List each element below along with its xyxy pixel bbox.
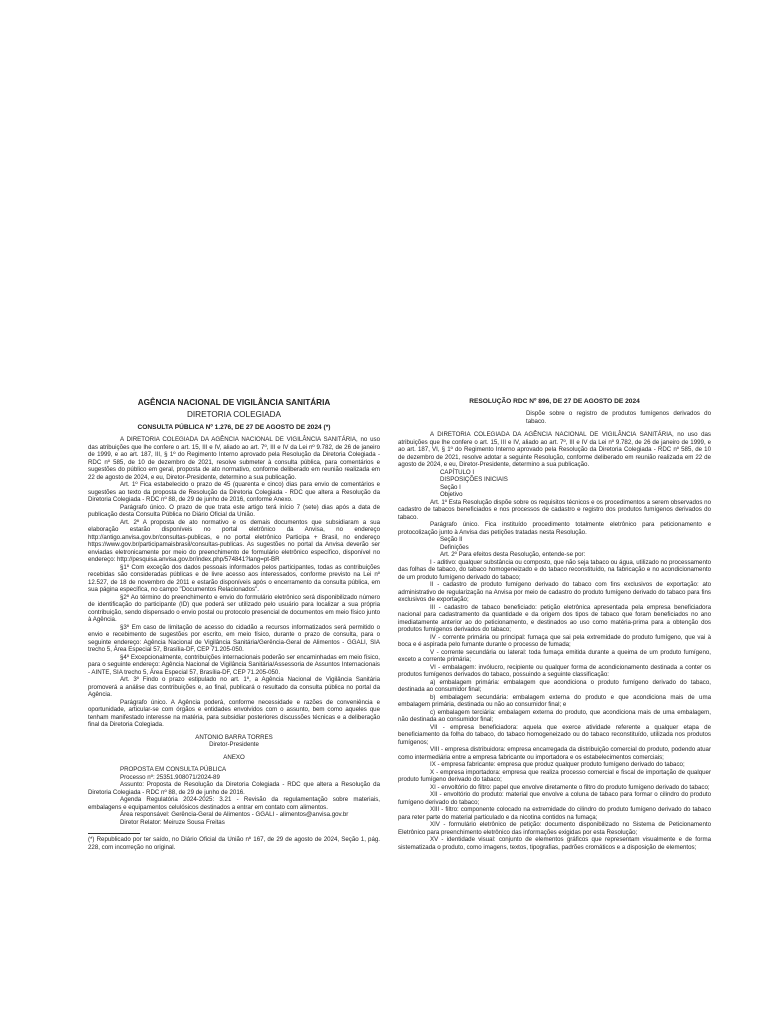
proposal-title: PROPOSTA EM CONSULTA PÚBLICA [120,766,227,773]
article-2-par-2: §2º Ao término do preenchimento e envio do formulário eletrônico será disponibilizado número de identificação do participante (ID) que poderá ser utilizado pelo usuário para localizar a sua própria contribuição, sendo dispensado o envio postal ou protocolo presencial de documentos em meio físico junto à Agência. [88,593,380,623]
article-2-par-1: §1º Com exceção dos dados pessoais informados pelos participantes, todas as contribuições recebidas são consideradas públicas e de livre acesso aos interessados, conforme previsto na Lei nº 12.527, de 18 de novembro de 2011 e estarão disponíveis após o encerramento da consulta pública, em sua página específica, no campo "Documentos Relacionados". [88,563,380,593]
board-heading: DIRETORIA COLEGIADA [186,410,282,419]
definition-vi-c: c) embalagem terciária: embalagem externa do produto, que acondiciona mais de uma embalagem, não destinada ao consumidor final; [398,708,711,723]
footnote-divider [88,833,140,834]
definition-viii: VIII - empresa distribuidora: empresa encarregada da distribuição comercial do produto, podendo atuar como intermediária entre a empresa fabricante ou importadora e os estabelecimentos comerciais; [398,746,711,761]
definition-x: X - empresa importadora: empresa que realiza processo comercial e fiscal de importação de qualquer produto fumígeno derivado do tabaco; [398,768,711,783]
footnote: (*) Republicado por ter saído, no Diário Oficial da União nº 167, de 29 de agosto de 2024, Seção 1, pág. 228, com incorreção no original. [88,836,380,851]
consulta-title: CONSULTA PÚBLICA Nº 1.276, DE 27 DE AGOSTO DE 2024 (*) [137,424,331,431]
definition-xv: XV - identidade visual: conjunto de elementos gráficos que representam visualmente e de forma sistematizada o produto, como imagens, textos, tipografias, padrões cromáticos e a disposição de elementos; [398,836,711,851]
agenda-regulatoria: Agenda Regulatória 2024-2025: 3.21 - Revisão da regulamentação sobre materiais, embalagens e equipamentos celulósicos destinados a entrar em contato com alimentos. [88,796,380,811]
section-2-name: Definições [440,543,469,551]
resolucao-column [398,398,711,851]
definition-vii: VII - empresa beneficiadora: aquela que exerce atividade referente a qualquer etapa de beneficiamento da folha do tabaco, do tabaco homogeneizado ou do tabaco reconstituído, utilizada nos produtos fumígenos; [398,723,711,746]
article-3-paragraph: Parágrafo único. A Agência poderá, conforme necessidade e razões de conveniência e oportunidade, articular-se com órgãos e entidades envolvidos com o assunto, bem como aqueles que tenham manifestado interesse na matéria, para subsidiar posteriores discussões técnicas e a deliberação final da Diretoria Colegiada. [88,698,380,728]
definition-ii: II - cadastro de produto fumígeno derivado do tabaco com fins exclusivos de exportação: ato administrativo de regularização na Anvisa por meio de cadastro do produto fumígeno derivado do tabaco para fins exclusivos de exportação; [398,581,711,603]
processo: Processo nº: 25351.908071/2024-89 [120,773,220,781]
section-1: Seção I [440,483,461,491]
definition-vi: VI - embalagem: invólucro, recipiente ou qualquer forma de acondicionamento destinada a conter os produtos fumígenos derivados do tabaco, possuindo a seguinte classificação: [398,663,711,678]
section-2: Seção II [440,536,463,543]
preamble: A DIRETORIA COLEGIADA DA AGÊNCIA NACIONAL DE VIGILÂNCIA SANITÁRIA, no uso das atribuições que lhe confere o art. 15, III e IV, aliado ao art. 7º, III e IV da Lei nº 9.782, de 26 de janeiro de 1999, e ao art. 187, VI, § 1º do Regimento Interno aprovado pela Resolução da Diretoria Colegiada - RDC nº 585, de 10 de dezembro de 2021, resolve adotar a seguinte Resolução, conforme deliberado em reunião realizada em 22 de agosto de 2024, e eu, Diretor-Presidente, determino a sua publicação. [398,431,711,468]
article-1-paragraph: Parágrafo único. Fica instituído procedimento totalmente eletrônico para peticionamento e protocolização junto à Anvisa das petições tratadas nesta Resolução. [398,521,711,536]
definition-xiv: XIV - formulário eletrônico de petição: documento disponibilizado no Sistema de Peticionamento Eletrônico para preenchimento eletrônico das informações exigidas por esta Resolução; [398,821,711,836]
signer-name: ANTONIO BARRA TORRES [195,733,273,741]
definition-v: V - corrente secundária ou lateral: toda fumaça emitida durante a queima de um produto fumígeno, exceto a corrente primária; [398,648,711,663]
article-3: Art. 3º Findo o prazo estipulado no art. 1º, a Agência Nacional de Vigilância Sanitária promoverá a análise das contribuições e, ao final, publicará o resultado da consulta pública no portal da Agência. [88,676,380,698]
preamble: A DIRETORIA COLEGIADA DA AGÊNCIA NACIONAL DE VIGILÂNCIA SANITÁRIA, no uso das atribuições que lhe confere o art. 15, III e IV, aliado ao art. 7º, III e IV da Lei nº 9.782, de 26 de janeiro de 1999, e ao art. 187, III, § 1º do Regimento Interno aprovado pela Resolução da Diretoria Colegiada - RDC nº 585, de 10 de dezembro de 2021, resolve submeter à consulta pública, para comentários e sugestões do público em geral, proposta de ato normativo, conforme deliberado em reunião realizada em 22 de agosto de 2024, e eu, Diretor-Presidente, determino a sua publicação. [88,436,380,481]
definition-xiii: XIII - filtro: componente colocado na extremidade do cilindro do produto fumígeno derivado do tabaco para reter parte do material particulado e da nicotina contidos na fumaça; [398,806,711,821]
definition-vi-a: a) embalagem primária: embalagem que acondiciona o produto fumígeno derivado do tabaco, destinada ao consumidor final; [398,678,711,693]
definition-xi: XI - envoltório do filtro: papel que envolve diretamente o filtro do produto fumígeno derivado do tabaco; [430,783,710,791]
article-2-par-3: §3º Em caso de limitação de acesso do cidadão a recursos informatizados será permitido o envio e recebimento de sugestões por escrito, em meio físico, durante o prazo de consulta, para o seguinte endereço: Agência Nacional de Vigilância Sanitária/Gerência-Geral de Alimentos - GGALI, SIA trecho 5, Área Especial 57, Brasília-DF, CEP 71.205-050. [88,623,380,653]
article-2: Art. 2º A proposta de ato normativo e os demais documentos que subsidiaram a sua elaboração estarão disponíveis no portal eletrônico da Anvisa, no endereço http://antigo.anvisa.gov.br/consultas-publicas, e no portal eletrônico Participa + Brasil, no endereço https://www.gov.br/participamaisbrasil/consultas-publicas. As sugestões no portal da Anvisa deverão ser enviadas eletronicamente por meio do preenchimento de formulário eletrônico específico, disponível no endereço: http://pesquisa.anvisa.gov.br/index.php/574841?lang=pt-BR [88,518,380,563]
definition-iv: IV - corrente primária ou principal: fumaça que sai pela extremidade do produto fumígeno, que vai à boca e é aspirada pelo fumante durante o processo de fumada; [398,633,711,648]
agency-heading: AGÊNCIA NACIONAL DE VIGILÂNCIA SANITÁRIA [137,398,331,407]
ementa: Dispõe sobre o registro de produtos fumígenos derivados do tabaco. [526,410,711,425]
article-2: Art. 2º Para efeitos desta Resolução, entende-se por: [440,551,586,558]
article-1: Art. 1º Esta Resolução dispõe sobre os requisitos técnicos e os procedimentos a serem observados no cadastro de tabacos beneficiados e nos processos de cadastro e registro dos produtos fumígenos derivados do tabaco. [398,498,711,521]
chapter-1-name: DISPOSIÇÕES INICIAIS [440,476,508,483]
definition-i: I - aditivo: qualquer substância ou composto, que não seja tabaco ou água, utilizado no processamento das folhas de tabaco, do tabaco homogeneizado e do tabaco reconstituído, na fabricação e no acondicionamento de um produto fumígeno derivado do tabaco; [398,558,711,581]
article-1-paragraph: Parágrafo único. O prazo de que trata este artigo terá início 7 (sete) dias após a data de publicação desta Consulta Pública no Diário Oficial da União. [88,503,380,518]
consulta-publica-column [88,398,380,851]
section-1-name: Objetivo [440,491,463,498]
chapter-1: CAPÍTULO I [440,468,475,476]
signer-role: Diretor-Presidente [209,741,259,748]
definition-iii: III - cadastro de tabaco beneficiado: petição eletrônica apresentada pela empresa beneficiadora nacional para cadastramento da quantidade e da origem dos tipos de tabaco que foram beneficiados no ano imediatamente anterior ao do peticionamento, e destinados ao uso como matéria-prima para a obtenção dos produtos fumígenos derivados do tabaco; [398,603,711,633]
definition-vi-b: b) embalagem secundária: embalagem externa do produto e que acondiciona mais de uma embalagem primária, destinada ou não ao consumidor final; e [398,693,711,708]
definition-ix: IX - empresa fabricante: empresa que produz qualquer produto fumígeno derivado do tabaco; [430,761,685,768]
resolution-title: RESOLUÇÃO RDC Nº 896, DE 27 DE AGOSTO DE 2024 [469,398,640,405]
diretor-relator: Diretor Relator: Meiruze Sousa Freitas [120,818,225,826]
assunto: Assunto: Proposta de Resolução da Diretoria Colegiada - RDC que altera a Resolução da Diretoria Colegiada - RDC nº 88, de 29 de junho de 2016. [88,781,380,796]
annex-title: ANEXO [223,753,245,761]
article-1: Art. 1º Fica estabelecido o prazo de 45 (quarenta e cinco) dias para envio de comentários e sugestões ao texto da proposta de Resolução da Diretoria Colegiada - RDC que altera a Resolução da Diretoria Colegiada - RDC nº 88, de 29 de junho de 2016, conforme Anexo. [88,481,380,503]
article-2-par-4: §4º Excepcionalmente, contribuições internacionais poderão ser encaminhadas em meio físico, para o seguinte endereço: Agência Nacional de Vigilância Sanitária/Assessoria de Assuntos Internacionais - AINTE, SIA trecho 5, Área Especial 57, Brasília-DF, CEP 71.205-050. [88,653,380,676]
area-responsavel: Área responsável: Gerência-Geral de Alimentos - GGALI - alimentos@anvisa.gov.br [120,811,349,818]
definition-xii: XII - envoltório do produto: material que envolve a coluna de tabaco para formar o cilindro do produto fumígeno derivado do tabaco; [398,791,711,806]
